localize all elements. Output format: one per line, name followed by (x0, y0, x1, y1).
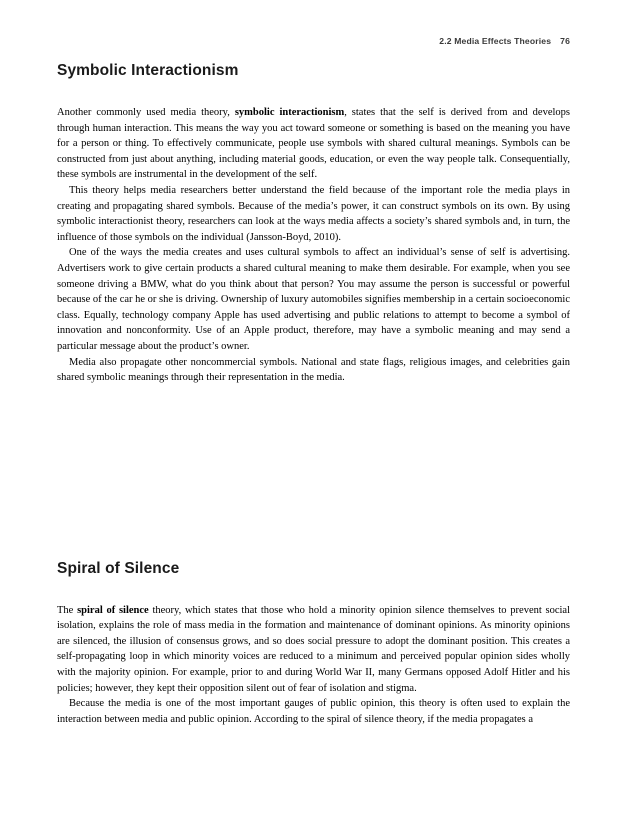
sections (57, 61, 570, 727)
section-heading: Spiral of Silence (57, 559, 180, 577)
text-run: Another commonly used media theory, (57, 107, 235, 118)
key-term: spiral of silence (77, 604, 149, 616)
text-run: Media also propagate other noncommercial symbols. National and state flags, religious images, and celebrities gain shared symbolic meanings through their representation in the media. (57, 356, 570, 384)
text-run: theory, which states that those who hold a minority opinion silence themselves to prevent social isolation, explains the role of mass media in the formation and maintenance of dominant opinions. As minority opinions are silenced, the illusion of consensus grows, and so does social pressure to adopt the dominant position. This creates a self-propagating loop in which minority voices are reduced to a minimum and perceived popular opinion sides wholly with the majority opinion. For example, prior to and during World War II, many Germans opposed Adolf Hitler and his policies; however, they kept their opposition silent out of fear of isolation and stigma. (57, 604, 570, 694)
text-run: Because the media is one of the most important gauges of public opinion, this theory is often used to explain the interaction between media and public opinion. According to the spiral of silence theory, if the media propagates a (57, 698, 570, 725)
text-run: This theory helps media researchers better understand the field because of the important role the media plays in creating and propagating shared symbols. Because of the media’s power, it can construct symbols on its own. By using symbolic interactionist theory, researchers can look at the ways media affects a society’s shared symbols and, in turn, the influence of those symbols on the individual (Jansson-Boyd, 2010). (57, 184, 570, 243)
paragraph (57, 245, 570, 354)
section (57, 559, 570, 728)
paragraph (57, 355, 570, 386)
text-run: The (57, 604, 78, 616)
text-run: One of the ways the media creates and uses cultural symbols to affect an individual’s sense of self is advertising. Advertisers work to give certain products a shared cultural meaning to make them desirable. For example, when you see someone driving a BMW, what do you think about that person? You may assume the person is successful or powerful because of the car he or she is driving. Ownership of luxury automobiles signifies membership in a certain socioeconomic class. Equally, technology company Apple has used advertising and public relations to attempt to become a symbol of innovation and nonconformity. Use of an Apple product, therefore, may have a symbolic meaning and may send a particular message about the product’s owner. (57, 247, 570, 352)
section-heading: Symbolic Interactionism (57, 62, 239, 79)
paragraph (57, 696, 570, 727)
paragraph (57, 603, 570, 697)
page-header (57, 36, 570, 48)
page-number: 76 (560, 36, 570, 46)
paragraph (57, 105, 570, 183)
text-run: , states that the self is derived from and develops through human interaction. This means the way you act toward someone or something is based on the meaning you have for a person or thing. To effectively communicate, people use symbols with shared cultural meanings. Symbols can be constructed from just about anything, including material goods, education, or even the way people talk. Consequentially, these symbols are instrumental in the development of the self. (57, 107, 570, 181)
key-term: symbolic interactionism (234, 107, 345, 118)
paragraph (57, 183, 570, 245)
section (57, 61, 570, 386)
running-head: 2.2 Media Effects Theories (439, 36, 552, 46)
